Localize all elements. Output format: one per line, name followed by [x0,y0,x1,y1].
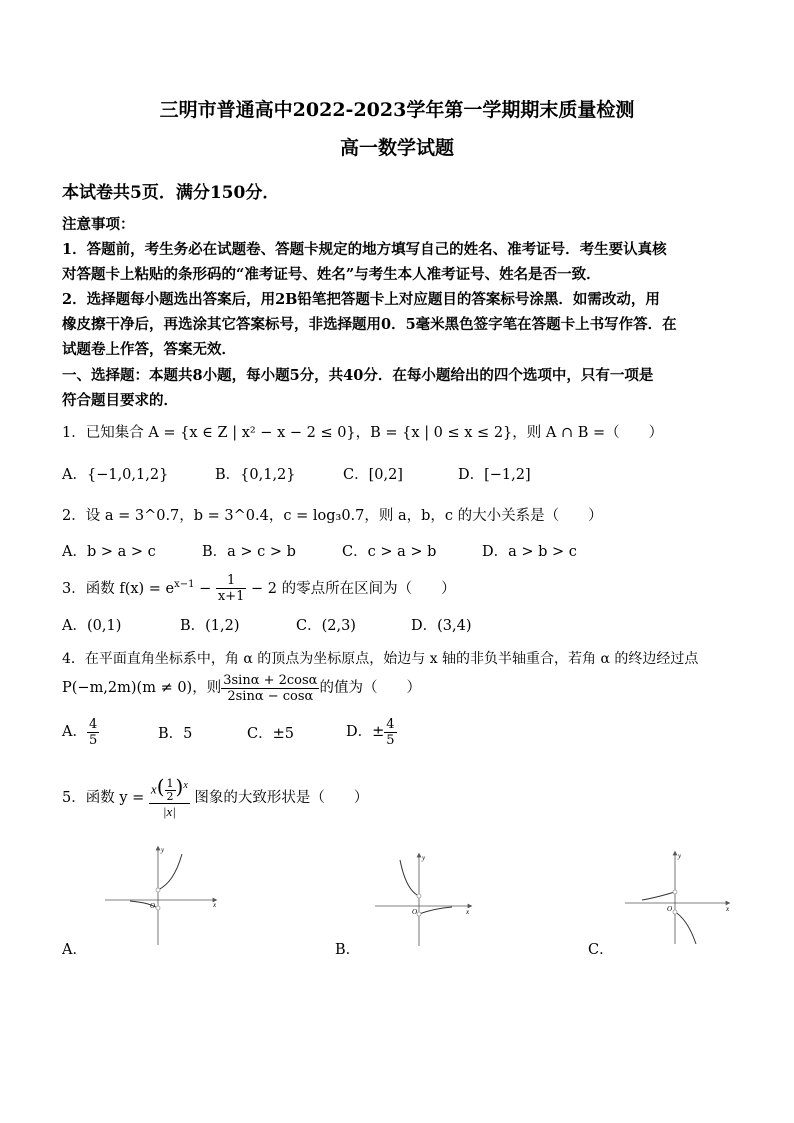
question-1-option-b: B．{0,1,2} [215,467,296,483]
graph-b-origin: O [412,908,418,916]
graph-c-x-label: x [726,905,730,913]
graph-b-y-label: y [422,854,426,862]
question-4-option-d [346,714,397,750]
question-3-exponent: x−1 [174,579,195,590]
question-5-num-x: x [150,781,157,797]
question-5-num-exp: x [183,780,188,792]
graph-b-label: B． [335,942,361,958]
graph-c-curve-right [675,912,696,944]
graph-a-x-label: x [213,901,217,909]
graph-c [620,848,740,948]
question-2-option-c: C．c > a > b [342,544,437,560]
question-4-suffix: 的值为（ ） [319,680,421,696]
question-3-stem [62,568,456,605]
question-5-denominator: |x| [162,803,176,819]
question-5-stem [62,763,368,833]
question-4-line-2 [62,670,421,706]
graph-b-curve-right [419,907,452,914]
question-4-option-a-label: A． [62,724,87,740]
question-4-line-1: 4．在平面直角坐标系中，角 α 的顶点为坐标原点，始边与 x 轴的非负半轴重合，若角 α 的终边经过点 [62,651,699,667]
graph-b-curve-left [400,860,419,896]
graph-b-open-point-bottom [417,912,421,916]
question-1-option-d: D．[−1,2] [458,467,531,483]
graph-c-label: C． [588,942,614,958]
question-4-option-b: B．5 [158,726,193,742]
exam-subtitle: 高一数学试题 [339,137,454,159]
question-4-option-d-den: 5 [386,732,395,748]
section-1-line-2: 符合题目要求的． [62,392,178,409]
question-5-prefix: 5．函数 y = [62,790,145,806]
question-5-half-den: 2 [166,789,174,803]
graph-b-x-label: x [466,908,470,916]
question-4-option-a-fraction [87,717,99,748]
question-4-option-d-label: D．± [346,724,385,740]
graph-c-open-point-bottom [673,910,677,914]
graph-a-open-point-top [156,888,160,892]
question-5-numerator: x( $\frac{1}{2}$ )$^x$ [150,774,188,803]
question-5-fraction [149,774,190,819]
graph-c-curve-left [642,892,675,900]
question-4-option-a-den: 5 [88,732,98,748]
question-3-mid: − [194,580,216,597]
question-3-option-c: C．(2,3) [296,618,356,634]
notice-line-1: 1．答题前，考生务必在试题卷、答题卡规定的地方填写自己的姓名、准考证号．考生要认真核 [62,241,667,258]
question-3-suffix: − 2 的零点所在区间为（ ） [246,580,456,597]
question-5-half-num: 1 [166,776,174,790]
graph-a-open-point-bottom [156,906,160,910]
notice-heading: 注意事项： [62,216,135,233]
graph-a-origin: O [150,902,156,910]
question-4-option-a [62,714,99,750]
notice-line-3: 2．选择题每小题选出答案后，用2B铅笔把答题卡上对应题目的答案标号涂黑．如需改动，用 [62,291,660,308]
question-3-option-a: A．(0,1) [62,618,122,634]
question-4-fraction [221,673,319,704]
question-3-fraction [216,573,247,604]
question-3-option-d: D．(3,4) [411,618,472,634]
question-4-option-d-num: 4 [386,716,395,732]
notice-line-5: 试题卷上作答，答案无效． [62,341,236,358]
question-3-fraction-num: 1 [216,573,247,589]
section-1-line-1: 一、选择题：本题共8小题，每小题5分，共40分．在每小题给出的四个选项中，只有一项是 [62,367,654,384]
question-3-prefix: 3．函数 f(x) = e [62,580,175,597]
exam-intro: 本试卷共5页．满分150分． [62,183,280,203]
graph-c-origin: O [667,905,673,913]
question-4-option-d-fraction [384,717,396,748]
question-2-option-d: D．a > b > c [482,544,577,560]
graph-a-y-label: y [161,846,165,854]
graph-a-curve-right [158,854,182,890]
question-2-option-b: B．a > c > b [202,544,296,560]
question-4-fraction-num: 3sinα + 2cosα [223,672,318,688]
exam-title: 三明市普通高中2022-2023学年第一学期期末质量检测 [159,99,635,121]
graph-b [370,850,480,950]
question-3-option-b: B．(1,2) [180,618,240,634]
question-2-stem: 2．设 a = 3^0.7，b = 3^0.4，c = log₃0.7，则 a，b，c 的大小关系是（ ） [62,508,603,524]
question-3-fraction-den: x+1 [217,589,245,605]
notice-line-2: 对答题卡上粘贴的条形码的“准考证号、姓名”与考生本人准考证号、姓名是否一致． [62,266,601,283]
graph-a [100,840,225,955]
graph-a-label: A． [62,942,87,958]
question-1-option-a: A．{−1,0,1,2} [62,467,169,483]
question-5-suffix: 图象的大致形状是（ ） [194,790,369,806]
question-1-option-c: C．[0,2] [343,467,403,483]
question-2-option-a: A．b > a > c [62,544,156,560]
question-4-option-a-num: 4 [88,716,98,732]
notice-line-4: 橡皮擦干净后，再选涂其它答案标号，非选择题用0．5毫米黑色签字笔在答题卡上书写作答．在 [62,316,677,333]
question-1-stem: 1．已知集合 A = {x ∈ Z | x² − x − 2 ≤ 0}，B = {x | 0 ≤ x ≤ 2}，则 A ∩ B =（ ） [62,425,664,441]
graph-b-open-point-top [417,894,421,898]
question-5-half [165,778,176,803]
question-4-point: P(−m,2m)(m ≠ 0)，则 [62,680,222,696]
graph-c-y-label: y [678,852,682,860]
graph-c-open-point-top [673,890,677,894]
question-4-option-c: C．±5 [247,726,294,742]
question-4-fraction-den: 2sinα − cosα [227,688,314,704]
